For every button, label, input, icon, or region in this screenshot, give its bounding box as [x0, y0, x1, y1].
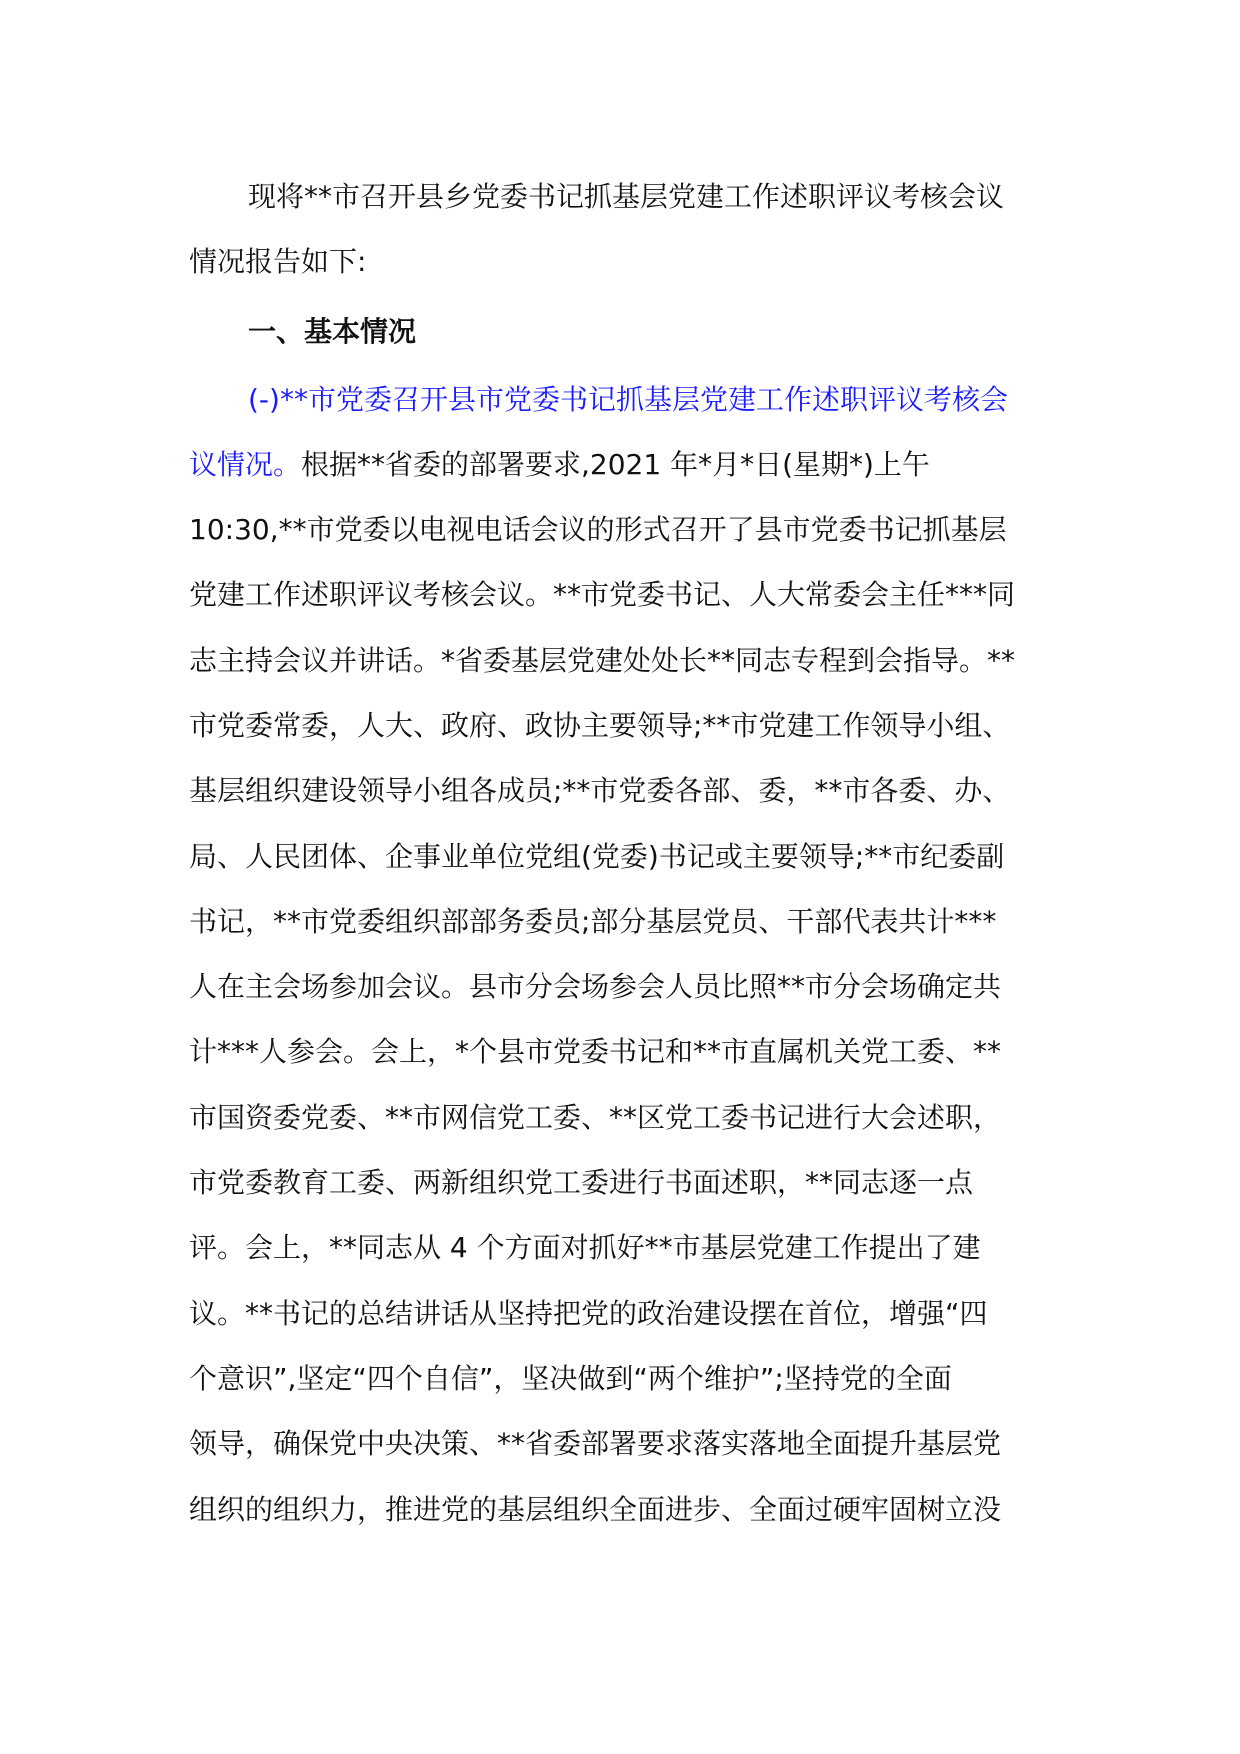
- paragraph-line: 志主持会议并讲话。*省委基层党建处处长**同志专程到会指导。**: [189, 643, 1016, 677]
- paragraph-line: 党建工作述职评议考核会议。**市党委书记、人大常委会主任***同: [189, 578, 1016, 612]
- paragraph-line: 组织的组织力，推进党的基层组织全面进步、全面过硬牢固树立没: [189, 1492, 1002, 1526]
- paragraph-line: 市党委常委，人大、政府、政协主要领导;**市党建工作领导小组、: [189, 708, 1011, 742]
- subsection-title-end: 议情况。: [189, 448, 302, 481]
- paragraph-line: 人在主会场参加会议。县市分会场参会人员比照**市分会场确定共: [189, 970, 1002, 1004]
- paragraph-line: 评。会上，**同志从 4 个方面对抓好**市基层党建工作提出了建: [189, 1231, 981, 1265]
- paragraph-line: 书记，**市党委组织部部务委员;部分基层党员、干部代表共计***: [189, 904, 997, 938]
- intro-line: 现将**市召开县乡党委书记抓基层党建工作述职评议考核会议: [248, 180, 1005, 213]
- section-heading: 一、基本情况: [248, 315, 417, 348]
- paragraph-line: 计***人参会。会上，*个县市党委书记和**市直属机关党工委、**: [189, 1035, 1002, 1069]
- paragraph-line: [189, 445, 930, 485]
- paragraph-line: 市国资委党委、**市网信党工委、**区党工委书记进行大会述职，: [189, 1100, 1002, 1134]
- paragraph-line: 局、人民团体、企事业单位党组(党委)书记或主要领导;**市纪委副: [189, 839, 1005, 873]
- intro-line: 情况报告如下:: [189, 245, 367, 278]
- paragraph-text: 根据**省委的部署要求,2021 年*月*日(星期*)上午: [301, 448, 930, 481]
- paragraph-line: 议。**书记的总结讲话从坚持把党的政治建设摆在首位，增强“四: [189, 1296, 988, 1330]
- paragraph-line: 个意识”,坚定“四个自信”，坚决做到“两个维护”;坚持党的全面: [189, 1361, 952, 1395]
- paragraph-line: 基层组织建设领导小组各成员;**市党委各部、委，**市各委、办、: [189, 774, 1011, 808]
- paragraph-line: 10:30,**市党委以电视电话会议的形式召开了县市党委书记抓基层: [189, 513, 1007, 546]
- subsection-title: (-)**市党委召开县市党委书记抓基层党建工作述职评议考核会: [248, 383, 1008, 416]
- paragraph-line: 市党委教育工委、两新组织党工委进行书面述职，**同志逐一点: [189, 1166, 974, 1199]
- paragraph-line: 领导，确保党中央决策、**省委部署要求落实落地全面提升基层党: [189, 1427, 1002, 1461]
